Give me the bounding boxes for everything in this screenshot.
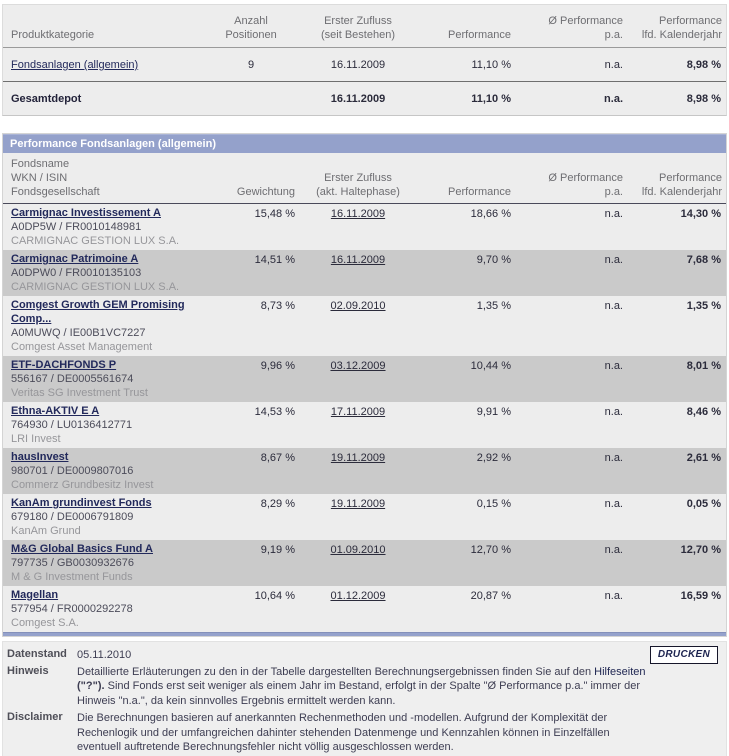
weight-cell: 8,29 % (260, 498, 295, 510)
portfolio-performance-page (0, 4, 729, 756)
wkn-isin: 980701 / DE0009807016 (11, 465, 134, 477)
performance-ytd-cell: 0,05 % (686, 498, 721, 510)
section-title-bar (3, 134, 726, 153)
weight-cell: 9,96 % (260, 360, 295, 372)
inflow-date-link[interactable]: 01.12.2009 (330, 590, 386, 602)
performance-pa-cell: n.a. (604, 208, 623, 220)
column-header-erster-zufluss-haltephase: Erster Zufluss (akt. Haltephase) (299, 153, 417, 204)
column-header-performance: Performance (417, 5, 515, 48)
performance-pa-cell: n.a. (604, 406, 623, 418)
section-title: Performance Fondsanlagen (allgemein) (10, 138, 216, 150)
fund-name-line (11, 358, 199, 372)
inflow-date-link[interactable]: 03.12.2009 (330, 360, 386, 372)
column-header-gewichtung: Gewichtung (203, 153, 299, 204)
fund-name-link[interactable]: M&G Global Basics Fund A (11, 543, 153, 555)
fund-company: KanAm Grund (11, 525, 81, 537)
fund-name-cell (3, 250, 203, 296)
product-category-cell (3, 48, 203, 82)
inflow-cell (299, 204, 417, 251)
datenstand-row (3, 648, 726, 663)
fund-row (3, 586, 726, 632)
fund-name-link[interactable]: Carmignac Patrimoine A (11, 253, 139, 265)
fund-name-cell (3, 204, 203, 251)
inflow-cell (299, 402, 417, 448)
performance-cell: 12,70 % (470, 544, 511, 556)
inflow-date-link[interactable]: 17.11.2009 (330, 406, 386, 418)
fund-row (3, 402, 726, 448)
fund-company: Veritas SG Investment Trust (11, 387, 148, 399)
inflow-date-link[interactable]: 19.11.2009 (330, 452, 386, 464)
performance-cell: 20,87 % (470, 590, 511, 602)
column-header-anzahl-positionen: Anzahl Positionen (203, 5, 299, 48)
performance-cell: 1,35 % (476, 300, 511, 312)
column-header-performance-pa: Ø Performance p.a. (515, 5, 627, 48)
wkn-isin: A0MUWQ / IE00B1VC7227 (11, 327, 146, 339)
performance-ytd-cell: 12,70 % (680, 544, 721, 556)
fund-row (3, 296, 726, 356)
weight-cell: 14,51 % (254, 254, 295, 266)
inflow-date-link[interactable]: 02.09.2010 (330, 300, 386, 312)
fund-name-line (11, 450, 199, 464)
fund-name-cell (3, 356, 203, 402)
summary-section (2, 4, 727, 116)
fund-company: M & G Investment Funds (11, 571, 133, 583)
inflow-cell (299, 250, 417, 296)
weight-cell: 8,73 % (260, 300, 295, 312)
inflow-date-link[interactable]: 16.11.2009 (330, 208, 386, 220)
fund-name-link[interactable]: Carmignac Investissement A (11, 207, 161, 219)
weight-cell: 15,48 % (254, 208, 295, 220)
column-header-performance-kalenderjahr: Performance lfd. Kalenderjahr (627, 153, 726, 204)
fund-company: CARMIGNAC GESTION LUX S.A. (11, 235, 180, 247)
inflow-cell (299, 448, 417, 494)
performance-pa-cell: n.a. (604, 544, 623, 556)
fund-name-link[interactable]: Ethna-AKTIV E A (11, 405, 100, 417)
fund-name-cell (3, 540, 203, 586)
wkn-isin: 797735 / GB0030932676 (11, 557, 134, 569)
fund-name-cell (3, 494, 203, 540)
performance-ytd-cell: 14,30 % (680, 208, 721, 220)
fund-name-cell (3, 448, 203, 494)
performance-cell: 11,10 % (471, 59, 511, 71)
weight-cell: 9,19 % (260, 544, 295, 556)
product-category-cell (3, 82, 203, 116)
column-header-performance-pa: Ø Performance p.a. (515, 153, 627, 204)
wkn-isin: 556167 / DE0005561674 (11, 373, 134, 385)
performance-cell: 18,66 % (470, 208, 511, 220)
inflow-cell (299, 586, 417, 632)
inflow-date-link[interactable]: 19.11.2009 (330, 498, 386, 510)
product-category-link[interactable]: Gesamtdepot (11, 93, 82, 105)
inflow-date-link[interactable]: 01.09.2010 (330, 544, 386, 556)
wkn-isin: 679180 / DE0006791809 (11, 511, 134, 523)
performance-ytd-cell: 16,59 % (680, 590, 721, 602)
hinweis-text-pre: Detaillierte Erläuterungen zu den in der Tabelle dargestellten Berechnungsergebnissen finden Sie auf den (77, 665, 592, 678)
performance-pa-cell: n.a. (604, 498, 623, 510)
datenstand-value: 05.11.2010 (77, 649, 132, 661)
fund-row (3, 448, 726, 494)
hinweis-text (77, 665, 651, 709)
wkn-isin: 764930 / LU0136412771 (11, 419, 133, 431)
performance-ytd-cell: 2,61 % (686, 452, 721, 464)
inflow-cell: 16.11.2009 (330, 59, 386, 71)
positions-cell (203, 82, 299, 116)
summary-row (3, 48, 726, 82)
funds-header-row (3, 153, 726, 204)
performance-pa-cell: n.a. (604, 590, 623, 602)
fund-name-cell (3, 296, 203, 356)
wkn-isin: A0DP5W / FR0010148981 (11, 221, 142, 233)
performance-pa-cell: n.a. (604, 59, 623, 71)
performance-pa-cell: n.a. (604, 452, 623, 464)
inflow-cell (299, 494, 417, 540)
fund-name-line (11, 542, 199, 556)
column-header-produktkategorie: Produktkategorie (3, 5, 203, 48)
performance-pa-cell: n.a. (604, 254, 623, 266)
performance-pa-cell: n.a. (604, 360, 623, 372)
fund-name-link[interactable]: KanAm grundinvest Fonds (11, 497, 152, 509)
summary-header-row (3, 5, 726, 48)
fund-name-link[interactable]: Comgest Growth GEM Promising Comp... (11, 299, 185, 325)
performance-ytd-cell: 1,35 % (686, 300, 721, 312)
performance-cell: 9,91 % (476, 406, 511, 418)
fund-name-line (11, 206, 199, 220)
fund-row (3, 250, 726, 296)
disclaimer-text: Die Berechnungen basieren auf anerkannten Rechenmethoden und -modellen. Aufgrund der Komplexität der Rechenlogik und der umfangreichen dahinter stehenden Datenmenge und Kennzahlen können in Einzelfällen eventuell auftretende Berechnungsfehler nicht völlig ausgeschlossen werden. (77, 711, 610, 754)
disclaimer-row (3, 711, 726, 755)
fund-company: Comgest Asset Management (11, 341, 153, 353)
hinweis-question-mark: ("?"). (77, 680, 105, 693)
inflow-cell (299, 540, 417, 586)
hinweis-label: Hinweis (7, 664, 49, 677)
performance-pa-cell: n.a. (515, 82, 627, 116)
fund-company: Comgest S.A. (11, 617, 79, 629)
section-bottom-strip (3, 632, 726, 636)
weight-cell: 8,67 % (260, 452, 295, 464)
wkn-isin: 577954 / FR0000292278 (11, 603, 133, 615)
footer-section (2, 641, 727, 756)
performance-ytd-cell: 8,46 % (686, 406, 721, 418)
fund-name-cell (3, 586, 203, 632)
column-header-performance-kalenderjahr: Performance lfd. Kalenderjahr (627, 5, 726, 48)
summary-table (3, 5, 726, 115)
performance-ytd-cell: 7,68 % (686, 254, 721, 266)
performance-cell: 11,10 % (417, 82, 515, 116)
wkn-isin: A0DPW0 / FR0010135103 (11, 267, 142, 279)
datenstand-label: Datenstand (7, 648, 67, 660)
performance-cell: 9,70 % (476, 254, 511, 266)
funds-table (3, 153, 726, 632)
fund-name-line (11, 496, 199, 510)
fund-company: LRI Invest (11, 433, 61, 445)
fund-row (3, 494, 726, 540)
fund-row (3, 204, 726, 251)
fund-company: Commerz Grundbesitz Invest (11, 479, 154, 491)
hinweis-text-post: Sind Fonds erst seit weniger als einem Jahr im Bestand, erfolgt in der Spalte "Ø Performance p.a." immer der Hinweis "n.a.", da kein sinnvolles Ergebnis ermittelt werden kann. (77, 680, 640, 708)
positions-cell: 9 (247, 59, 255, 71)
product-category-link[interactable]: Fondsanlagen (allgemein) (11, 59, 139, 71)
column-header-erster-zufluss: Erster Zufluss (seit Bestehen) (299, 5, 417, 48)
inflow-date-link[interactable]: 16.11.2009 (330, 254, 386, 266)
fund-name-link[interactable]: Magellan (11, 589, 59, 601)
fund-name-link[interactable]: hausInvest (11, 451, 69, 463)
summary-row (3, 82, 726, 116)
funds-section (2, 133, 727, 637)
inflow-cell (299, 296, 417, 356)
fund-company: CARMIGNAC GESTION LUX S.A. (11, 281, 180, 293)
hilfeseiten-link[interactable]: Hilfeseiten (594, 665, 646, 678)
performance-cell: 2,92 % (476, 452, 511, 464)
fund-name-line (11, 252, 199, 266)
fund-name-line (11, 404, 199, 418)
fund-name-line (11, 298, 199, 326)
inflow-cell: 16.11.2009 (299, 82, 417, 116)
fund-row (3, 356, 726, 402)
disclaimer-label: Disclaimer (7, 710, 63, 723)
fund-row (3, 540, 726, 586)
print-button[interactable]: DRUCKEN (650, 646, 718, 664)
performance-pa-cell: n.a. (604, 300, 623, 312)
performance-cell: 10,44 % (470, 360, 511, 372)
column-header-performance: Performance (417, 153, 515, 204)
performance-ytd-cell: 8,98 % (686, 59, 721, 71)
weight-cell: 14,53 % (254, 406, 295, 418)
fund-name-link[interactable]: ETF-DACHFONDS P (11, 359, 117, 371)
hinweis-row (3, 665, 726, 709)
column-header-fondsname: Fondsname WKN / ISIN Fondsgesellschaft (3, 153, 203, 204)
inflow-cell (299, 356, 417, 402)
fund-name-line (11, 588, 199, 602)
performance-cell: 0,15 % (476, 498, 511, 510)
performance-ytd-cell: 8,01 % (686, 360, 721, 372)
weight-cell: 10,64 % (254, 590, 295, 602)
fund-name-cell (3, 402, 203, 448)
performance-ytd-cell: 8,98 % (627, 82, 726, 116)
